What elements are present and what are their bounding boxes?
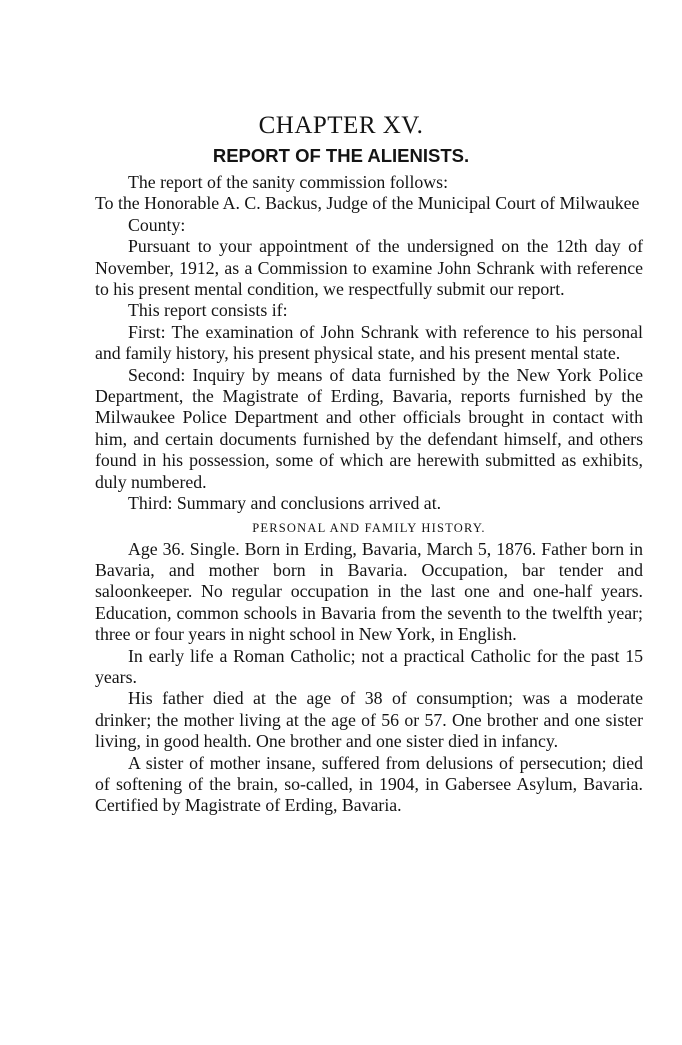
body-text bbox=[95, 172, 643, 817]
chapter-number: CHAPTER XV. bbox=[258, 112, 424, 139]
paragraph-third: Third: Summary and conclusions arrived at. bbox=[128, 493, 442, 514]
paragraph-second: Second: Inquiry by means of data furnished by the New York Police Department, the Magistrate of Erding, Bavaria, reports furnished by the Milwaukee Police Department and other officials brought in contact with him, and certain documents furnished by the defendant himself, and others found in his possession, some of which are herewith submitted as exhibits, duly numbered. bbox=[95, 364, 643, 492]
paragraph-father: His father died at the age of 38 of consumption; was a moderate drinker; the mother living at the age of 56 or 57. One brother and one sister living, in good health. One brother and one sister died in infancy. bbox=[95, 688, 643, 752]
addressee-paragraph: To the Honorable A. C. Backus, Judge of the Municipal Court of Milwaukee County: bbox=[95, 193, 640, 235]
paragraph-first: First: The examination of John Schrank with reference to his personal and family history, his present physical state, and his present mental state. bbox=[95, 321, 643, 364]
paragraph-appointment: Pursuant to your appointment of the undersigned on the 12th day of November, 1912, as a Commission to examine John Schrank with reference to his present mental condition, we respectfully submit our report. bbox=[95, 236, 643, 300]
paragraph-religion: In early life a Roman Catholic; not a practical Catholic for the past 15 years. bbox=[95, 645, 643, 687]
paragraph-age: Age 36. Single. Born in Erding, Bavaria, March 5, 1876. Father born in Bavaria, and mother born in Bavaria. Occupation, bar tender and saloonkeeper. No regular occupation in the last one and one-half years. Education, common schools in Bavaria from the seventh to the twelfth year; three or four years in night school in New York, in English. bbox=[95, 538, 643, 645]
paragraph-aunt: A sister of mother insane, suffered from delusions of persecution; died of softening of the brain, so-called, in 1904, in Gabersee Asylum, Bavaria. Certified by Magistrate of Erding, Bavaria. bbox=[95, 752, 643, 816]
paragraph-report-consists: This report consists if: bbox=[128, 300, 288, 321]
section-heading: PERSONAL AND FAMILY HISTORY. bbox=[252, 520, 486, 535]
intro-paragraph: The report of the sanity commission follows: bbox=[128, 172, 449, 192]
chapter-title: REPORT OF THE ALIENISTS. bbox=[212, 145, 470, 166]
